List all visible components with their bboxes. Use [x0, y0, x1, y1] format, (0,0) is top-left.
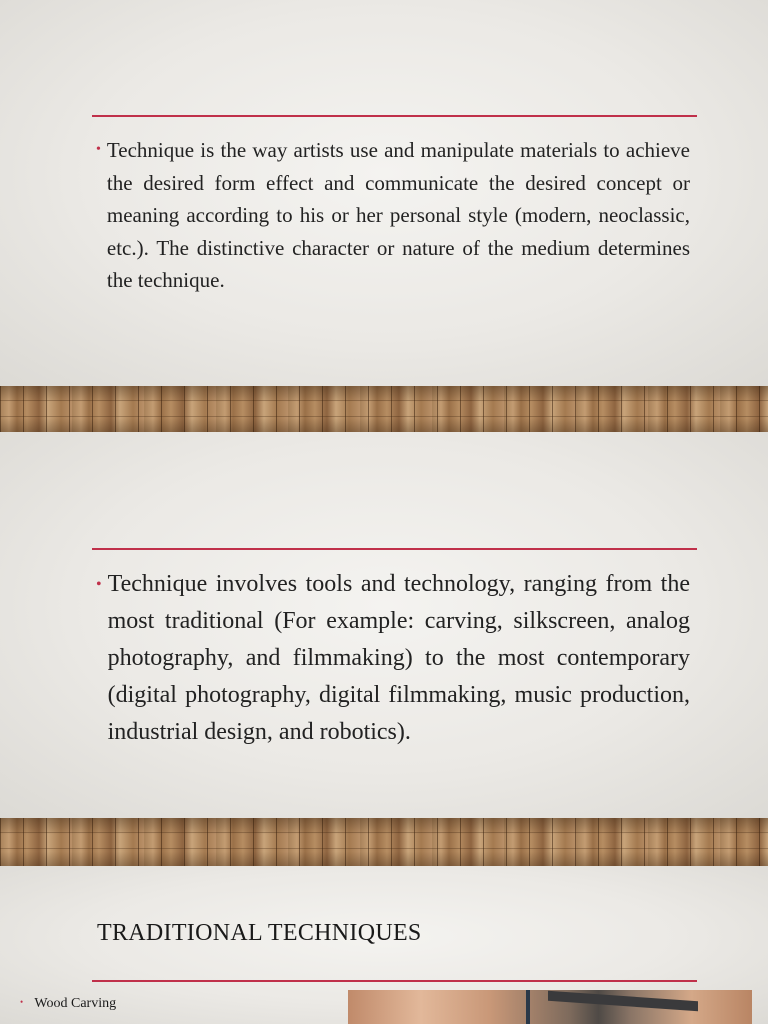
bullet-dot-icon: •: [96, 142, 101, 157]
tool-handle-shape: [548, 991, 698, 1011]
bullet-paragraph: [96, 134, 690, 297]
list-item: [20, 996, 116, 1012]
bullet-paragraph: [96, 566, 690, 751]
wood-carving-photo: [348, 990, 752, 1024]
list-item-label: Wood Carving: [34, 996, 117, 1011]
slide-title: TRADITIONAL TECHNIQUES: [97, 920, 422, 946]
bullet-text: Technique is the way artists use and manipulate materials to achieve the desired form effect and communicate the desired concept or meaning according to his or her personal style (modern, neoclassic, etc.). The distinctive character or nature of the medium determines the technique.: [106, 138, 690, 292]
accent-rule: [92, 115, 697, 117]
bullet-text: Technique involves tools and technology, ranging from the most traditional (For example: carving, silkscreen, analog photography, and filmmaking) to the most contemporary (digital photography, digital filmmaking, music production, industrial design, and robotics).: [107, 571, 690, 745]
carving-tool-shape: [526, 990, 530, 1024]
wood-floor-image: [0, 386, 768, 432]
accent-rule: [92, 980, 697, 982]
bullet-dot-icon: •: [20, 997, 24, 1007]
slide-2: [0, 432, 768, 818]
accent-rule: [92, 548, 697, 550]
slide-3: [0, 866, 768, 1024]
slide-1: [0, 0, 768, 386]
bullet-dot-icon: •: [96, 576, 102, 593]
wood-floor-image: [0, 818, 768, 866]
